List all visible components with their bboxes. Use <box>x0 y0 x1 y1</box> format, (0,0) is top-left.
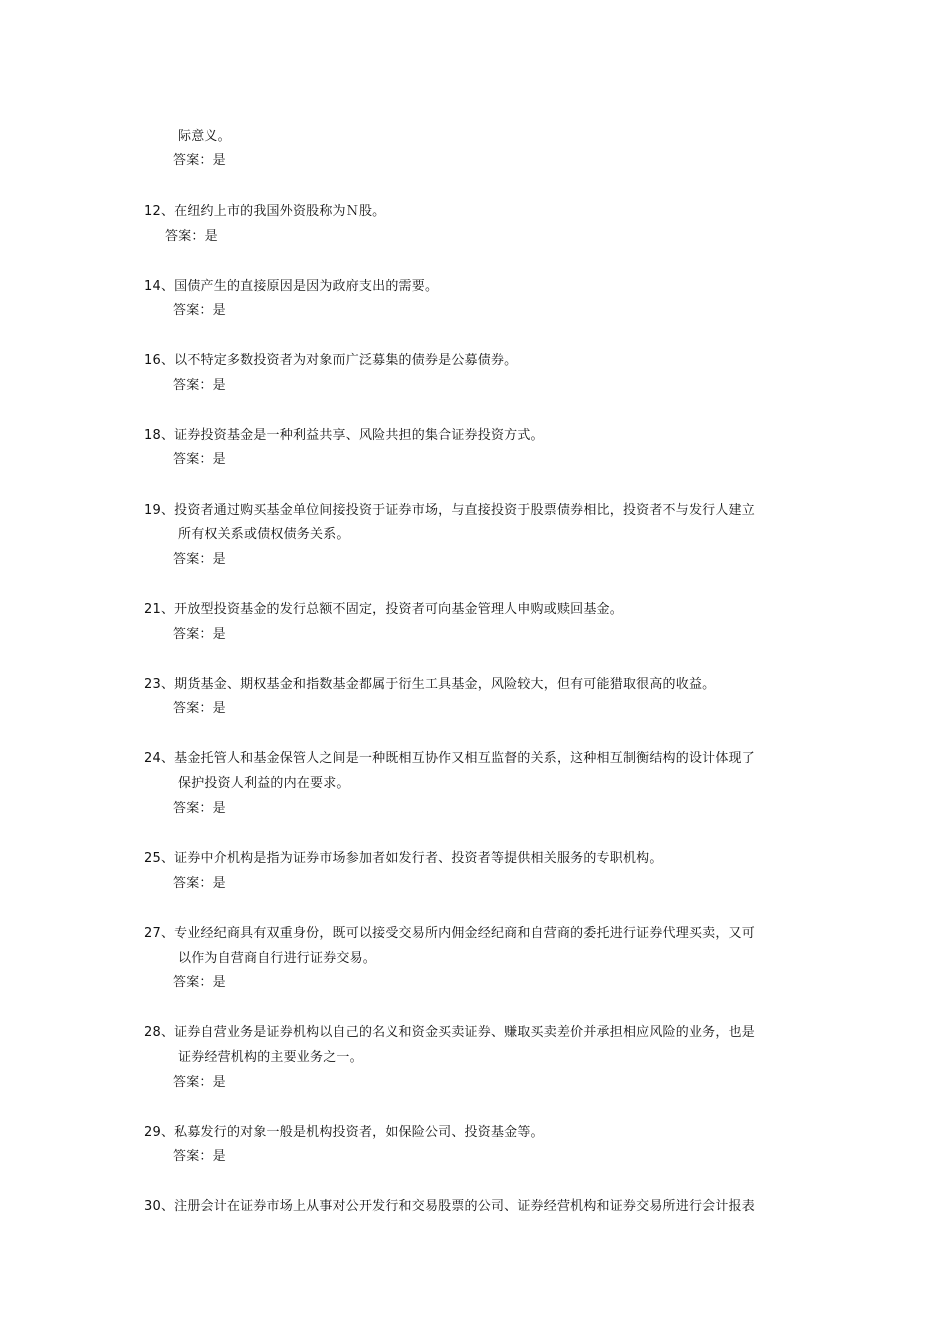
question-text: 注册会计在证券市场上从事对公开发行和交易股票的公司、证券经营机构和证券交易所进行会计报表 <box>174 1199 755 1214</box>
question-text: 投资者通过购买基金单位间接投资于证券市场，与直接投资于股票债券相比，投资者不与发行人建立 <box>174 503 755 518</box>
question-continuation: 所有权关系或债权债务关系。 <box>178 527 350 542</box>
question-number: 21、 <box>144 602 175 617</box>
answer-label: 答案：是 <box>173 378 226 393</box>
question-text: 证券投资基金是一种利益共享、风险共担的集合证券投资方式。 <box>174 428 544 443</box>
question-text: 证券自营业务是证券机构以自己的名义和资金买卖证券、赚取买卖差价并承担相应风险的业务，也是 <box>174 1025 755 1040</box>
question-number: 14、 <box>144 279 175 294</box>
answer-label: 答案：是 <box>173 876 226 891</box>
question-number: 16、 <box>144 353 175 368</box>
answer-label: 答案：是 <box>173 153 226 168</box>
question-21 <box>144 601 623 619</box>
question-text: 在纽约上市的我国外资股称为Ｎ股。 <box>174 204 386 219</box>
answer-label: 答案：是 <box>173 975 226 990</box>
question-number: 18、 <box>144 428 175 443</box>
answer-label: 答案：是 <box>173 1075 226 1090</box>
question-number: 30、 <box>144 1199 175 1214</box>
answer-label: 答案：是 <box>173 1149 226 1164</box>
answer-label: 答案：是 <box>173 303 226 318</box>
question-25 <box>144 850 663 868</box>
question-number: 24、 <box>144 751 175 766</box>
question-number: 23、 <box>144 677 175 692</box>
question-text: 以不特定多数投资者为对象而广泛募集的债券是公募债券。 <box>174 353 518 368</box>
question-27 <box>144 925 755 943</box>
answer-label: 答案：是 <box>173 701 226 716</box>
question-16 <box>144 352 517 370</box>
question-29 <box>144 1124 544 1142</box>
question-19 <box>144 502 755 520</box>
answer-label: 答案：是 <box>173 452 226 467</box>
question-12 <box>144 203 385 221</box>
question-23 <box>144 676 715 694</box>
question-30 <box>144 1198 755 1216</box>
question-28 <box>144 1024 755 1042</box>
answer-label: 答案：是 <box>173 552 226 567</box>
question-text: 专业经纪商具有双重身份，既可以接受交易所内佣金经纪商和自营商的委托进行证券代理买卖，又可 <box>174 926 755 941</box>
question-number: 25、 <box>144 851 175 866</box>
question-text: 证券中介机构是指为证券市场参加者如发行者、投资者等提供相关服务的专职机构。 <box>174 851 663 866</box>
question-continuation: 保护投资人利益的内在要求。 <box>178 776 350 791</box>
question-continuation: 际意义。 <box>178 129 231 144</box>
answer-label: 答案：是 <box>173 801 226 816</box>
question-18 <box>144 427 544 445</box>
question-14 <box>144 278 438 296</box>
question-text: 开放型投资基金的发行总额不固定，投资者可向基金管理人申购或赎回基金。 <box>174 602 623 617</box>
question-continuation: 以作为自营商自行进行证券交易。 <box>178 951 377 966</box>
question-number: 28、 <box>144 1025 175 1040</box>
question-text: 基金托管人和基金保管人之间是一种既相互协作又相互监督的关系，这种相互制衡结构的设计体现了 <box>174 751 755 766</box>
question-continuation: 证券经营机构的主要业务之一。 <box>178 1050 363 1065</box>
question-text: 私募发行的对象一般是机构投资者，如保险公司、投资基金等。 <box>174 1125 544 1140</box>
answer-label: 答案：是 <box>173 627 226 642</box>
question-24 <box>144 750 755 768</box>
question-number: 19、 <box>144 503 175 518</box>
question-text: 国债产生的直接原因是因为政府支出的需要。 <box>174 279 439 294</box>
answer-label: 答案：是 <box>165 229 218 244</box>
question-number: 12、 <box>144 204 175 219</box>
question-number: 27、 <box>144 926 175 941</box>
question-number: 29、 <box>144 1125 175 1140</box>
question-text: 期货基金、期权基金和指数基金都属于衍生工具基金，风险较大，但有可能猎取很高的收益。 <box>174 677 716 692</box>
